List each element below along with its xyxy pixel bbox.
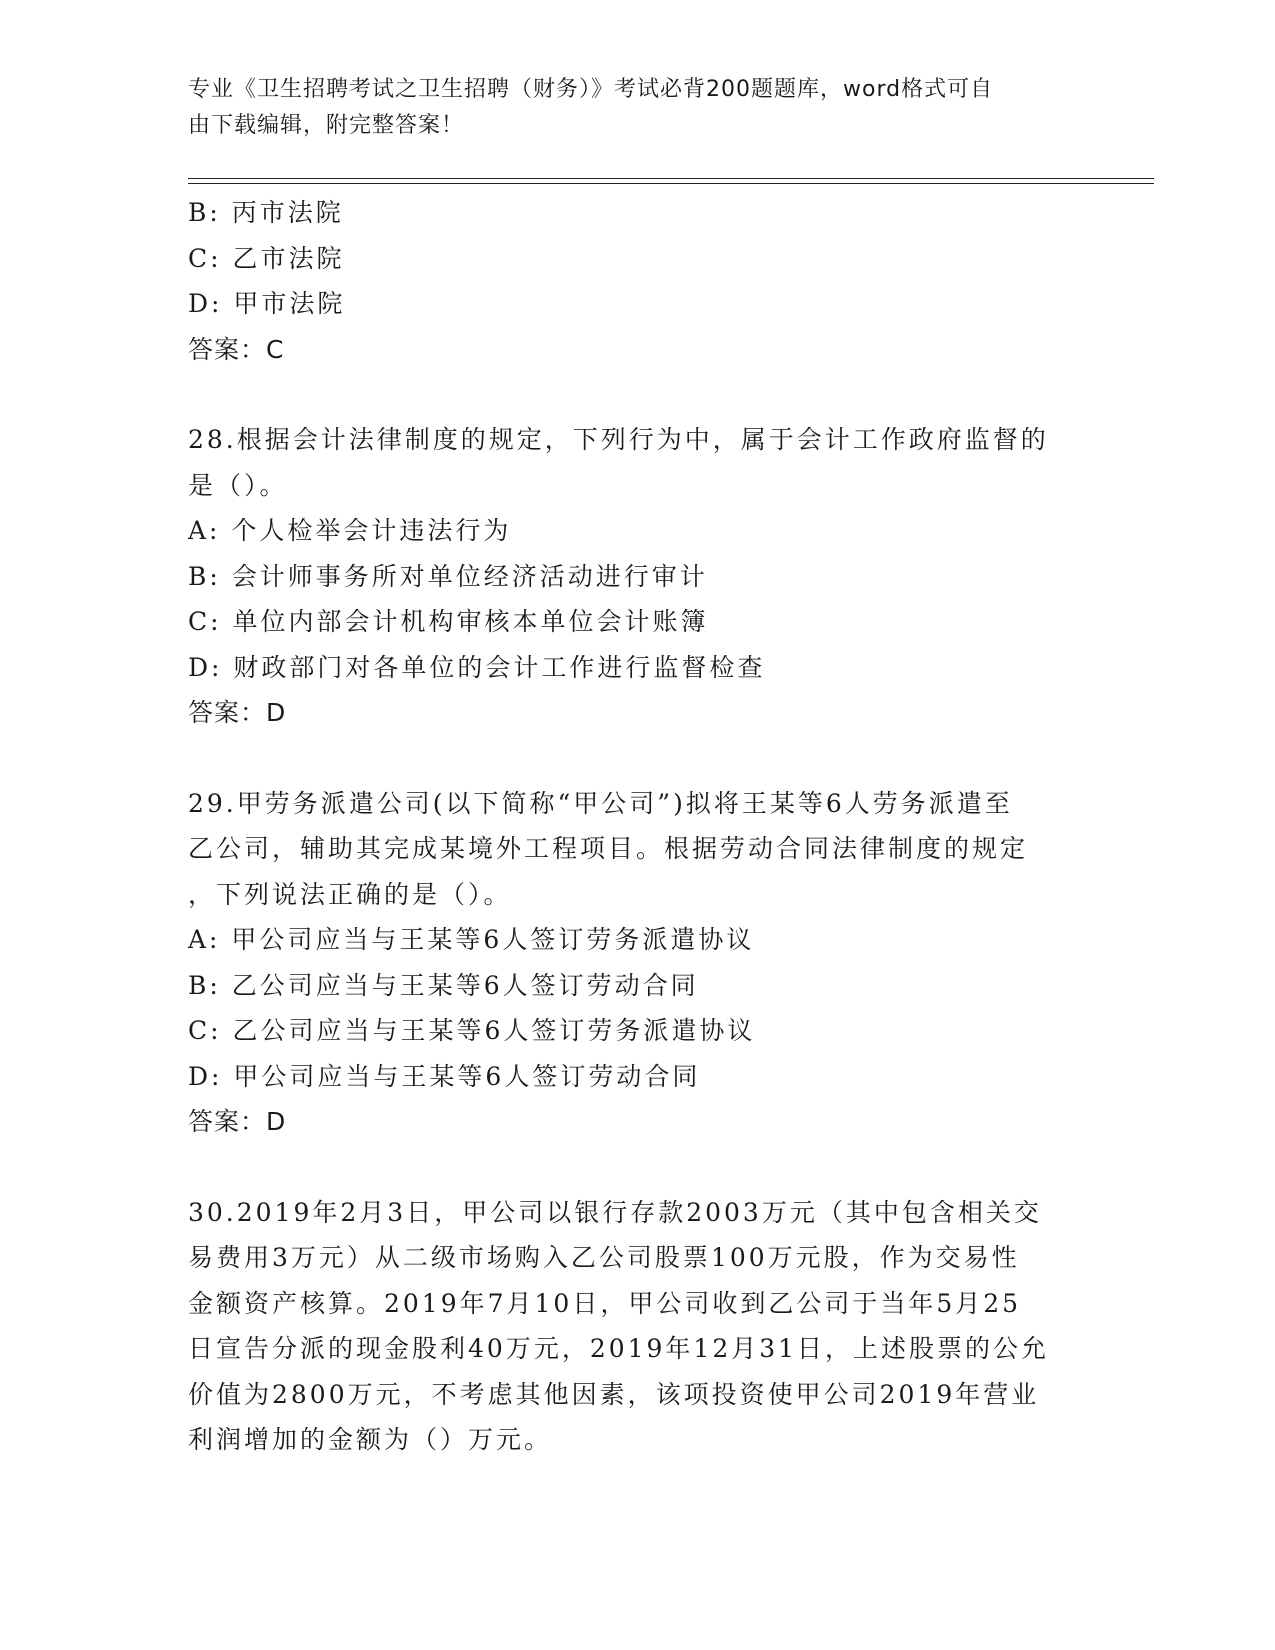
option-c: C: 单位内部会计机构审核本单位会计账簿 (188, 607, 709, 636)
header-divider-top (188, 178, 1154, 179)
question-29 (188, 781, 1088, 1145)
answer: 答案：D (188, 698, 287, 727)
question-stem-line: 是（）。 (188, 470, 288, 500)
answer: 答案：D (188, 1107, 287, 1136)
option-a: A: 甲公司应当与王某等6人签订劳务派遣协议 (188, 925, 755, 954)
header-line-2: 由下载编辑，附完整答案！ (188, 113, 465, 138)
question-stem-line: 28.根据会计法律制度的规定，下列行为中，属于会计工作政府监督的 (188, 425, 1049, 454)
option-c: C: 乙公司应当与王某等6人签订劳务派遣协议 (188, 1016, 756, 1045)
option-d: D: 甲市法院 (188, 289, 346, 318)
option-b: B: 丙市法院 (188, 198, 344, 227)
question-list (188, 190, 1088, 1463)
answer: 答案：C (188, 334, 285, 364)
option-a: A: 个人检举会计违法行为 (188, 516, 512, 545)
question-stem-line: 日宣告分派的现金股利40万元，2019年12月31日，上述股票的公允 (188, 1334, 1050, 1363)
question-stem-line: ，下列说法正确的是（）。 (188, 879, 512, 909)
question-stem-line: 30.2019年2月3日，甲公司以银行存款2003万元（其中包含相关交 (188, 1197, 1042, 1227)
option-c: C: 乙市法院 (188, 243, 345, 273)
header-divider-bottom (188, 183, 1154, 184)
question-stem-line: 乙公司，辅助其完成某境外工程项目。根据劳动合同法律制度的规定 (188, 834, 1029, 863)
question-28 (188, 417, 1088, 736)
question-stem-line: 易费用3万元）从二级市场购入乙公司股票100万元股，作为交易性 (188, 1243, 1020, 1272)
option-b: B: 会计师事务所对单位经济活动进行审计 (188, 561, 708, 591)
question-stem-line: 利润增加的金额为（）万元。 (188, 1425, 553, 1454)
question-30 (188, 1190, 1088, 1463)
question-stem-line: 29.甲劳务派遣公司(以下简称“甲公司”)拟将王某等6人劳务派遣至 (188, 788, 1013, 818)
header-line-1: 专业《卫生招聘考试之卫生招聘（财务）》考试必背200题题库，word格式可自 (188, 77, 994, 102)
option-d: D: 甲公司应当与王某等6人签订劳动合同 (188, 1061, 701, 1091)
option-b: B: 乙公司应当与王某等6人签订劳动合同 (188, 970, 699, 1000)
option-d: D: 财政部门对各单位的会计工作进行监督检查 (188, 652, 766, 682)
question-stem-line: 价值为2800万元，不考虑其他因素，该项投资使甲公司2019年营业 (188, 1379, 1040, 1409)
question-27 (188, 190, 1088, 372)
question-stem-line: 金额资产核算。2019年7月10日，甲公司收到乙公司于当年5月25 (188, 1288, 1022, 1318)
document-header (188, 72, 1068, 144)
